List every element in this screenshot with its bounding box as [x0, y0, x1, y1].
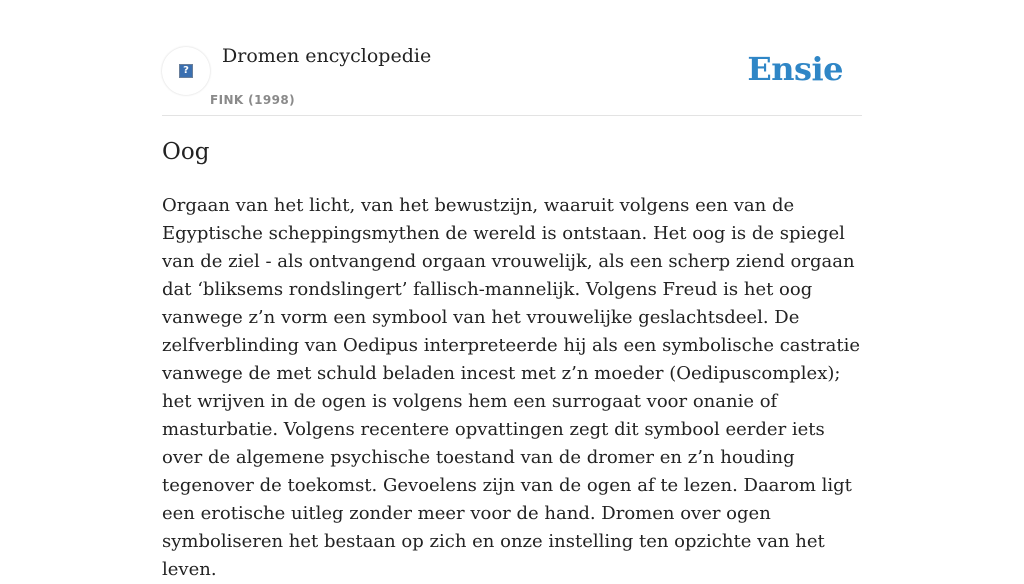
- book-source: FINK (1998): [210, 93, 295, 107]
- entry-title: Oog: [162, 139, 210, 165]
- book-header: [162, 0, 862, 116]
- book-title[interactable]: Dromen encyclopedie: [222, 45, 432, 67]
- book-cover-image[interactable]: [162, 47, 210, 95]
- missing-image-icon: ?: [179, 64, 193, 78]
- entry-body: Orgaan van het licht, van het bewustzijn, waaruit volgens een van de Egyptische scheppingsmythen de wereld is ontstaan. Het oog is de spiegel van de ziel - als ontvangend orgaan vrouwelijk, als een scherp ziend orgaan dat ‘bliksems rondslingert’ fallisch-mannelijk. Volgens Freud is het oog vanwege z’n vorm een symbool van het vrouwelijke geslachtsdeel. De zelfverblinding van Oedipus interpreteerde hij als een symbolische castratie vanwege de met schuld beladen incest met z’n moeder (Oedipuscomplex); het wrijven in de ogen is volgens hem een surrogaat voor onanie of masturbatie. Volgens recentere opvattingen zegt dit symbool eerder iets over de algemene psychische toestand van de dromer en z’n houding tegenover de toekomst. Gevoelens zijn van de ogen af te lezen. Daarom ligt een erotische uitleg zonder meer voor de hand. Dromen over ogen symboliseren het bestaan op zich en onze instelling ten opzichte van het leven.: [162, 195, 860, 580]
- site-logo[interactable]: Ensie: [747, 50, 843, 88]
